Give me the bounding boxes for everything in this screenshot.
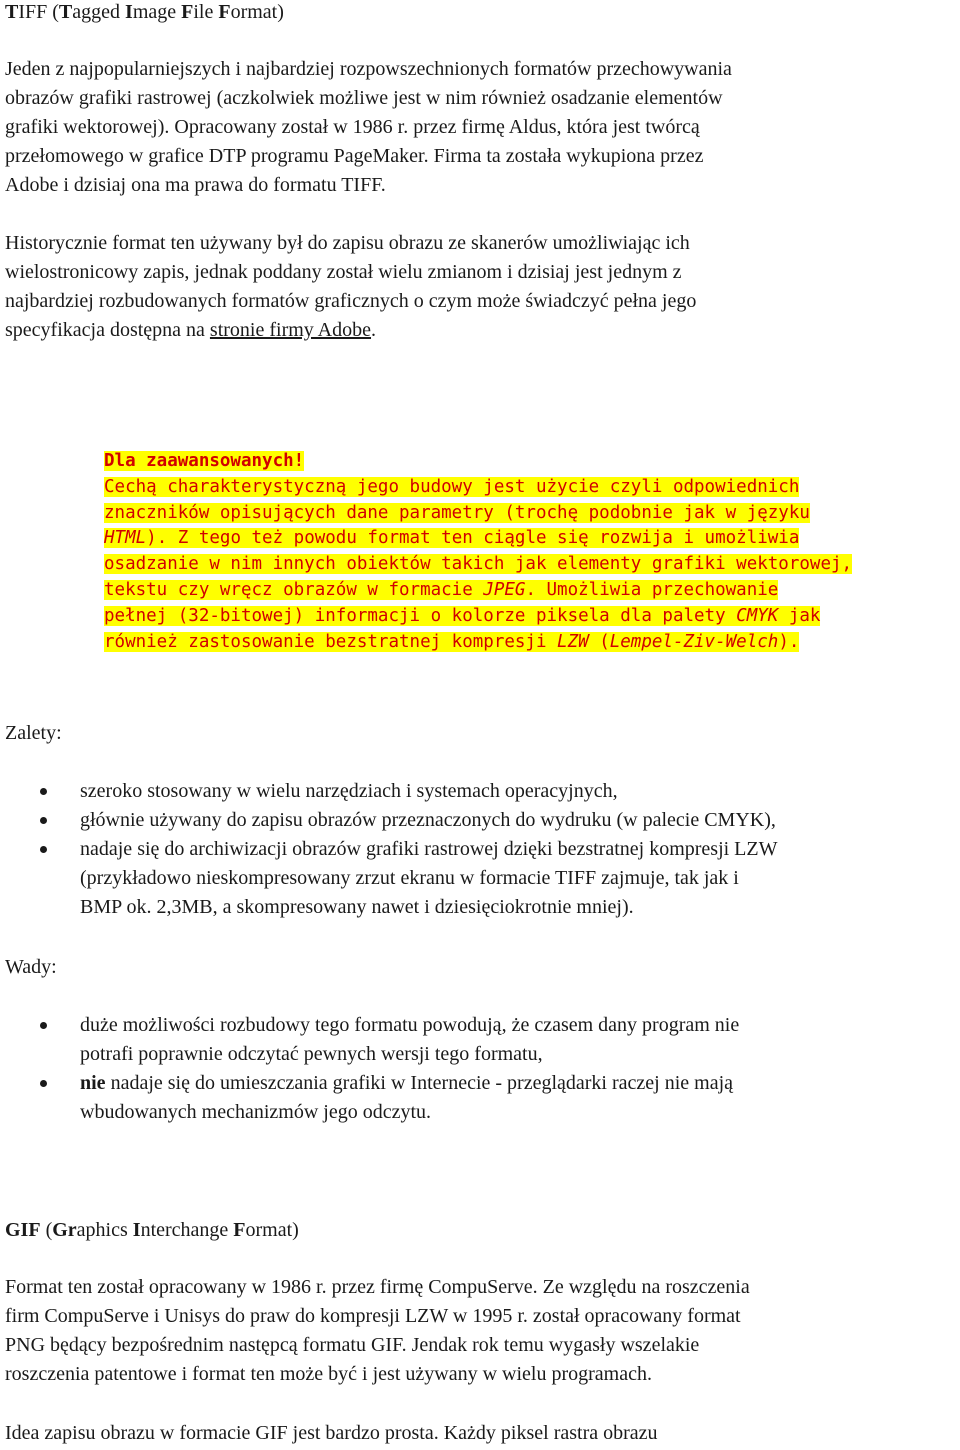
advanced-text: pełnej (32-bitowej) informacji o kolorze piksela dla palety [104,605,737,626]
advanced-text: jak [778,605,821,626]
cons-list [0,1011,960,1127]
bullet-icon [40,846,47,853]
paragraph-line: firm CompuServe i Unisys do praw do kompresji LZW w 1995 r. został opracowany format [5,1305,741,1327]
list-item-text: (przykładowo nieskompresowany zrzut ekranu w formacie TIFF zajmuje, tak jak i [80,867,739,889]
paragraph-line: roszczenia patentowe i format ten może być i jest używany w wielu programach. [5,1363,652,1385]
tiff-heading [5,0,284,24]
heading-letter: T [5,1,19,23]
heading-text: ormat) [245,1219,299,1241]
gif-intro-paragraph [5,1273,955,1389]
list-item [0,806,960,835]
advanced-text: tekstu czy wręcz obrazów w formacie [104,579,484,600]
advanced-line [104,578,864,604]
pros-list [0,777,960,922]
advanced-text: . Umożliwia przechowanie [525,579,779,600]
heading-letter: Gr [52,1219,77,1241]
advanced-text: Lempel-Ziv-Welch [609,631,779,652]
paragraph-line: Format ten został opracowany w 1986 r. przez firmę CompuServe. Ze względu na roszczenia [5,1276,750,1298]
heading-text: aphics [76,1219,133,1241]
list-item-text [80,1069,960,1098]
list-item-text: głównie używany do zapisu obrazów przeznaczonych do wydruku (w palecie CMYK), [80,809,776,831]
heading-letter: GIF [5,1219,41,1241]
list-item-text: duże możliwości rozbudowy tego formatu powodują, że czasem dany program nie [80,1014,740,1036]
list-item [0,1069,960,1127]
paragraph-line: wielostronicowy zapis, jednak poddany został wielu zmianom i dzisiaj jest jednym z [5,261,682,283]
advanced-text: ( [588,631,610,652]
advanced-text: osadzanie w nim innych obiektów takich jak elementy grafiki wektorowej, [104,554,853,575]
advanced-text: HTML [104,528,147,549]
paragraph-line: PNG będący bezpośrednim następcą formatu GIF. Jendak rok temu wygasły wszelakie [5,1334,700,1356]
advanced-note [104,449,864,655]
advanced-title: Dla zaawansowanych! [104,451,305,471]
list-item-text: BMP ok. 2,3MB, a skompresowany nawet i dziesięciokrotnie mniej). [80,896,634,918]
list-item-text: szeroko stosowany w wielu narzędziach i systemach operacyjnych, [80,780,618,802]
list-item-text: nadaje się do archiwizacji obrazów grafiki rastrowej dzięki bezstratnej kompresji LZW [80,838,778,860]
paragraph-text: specyfikacja dostępna na [5,319,210,341]
paragraph-line: Idea zapisu obrazu w formacie GIF jest bardzo prosta. Każdy piksel rastra obrazu [5,1422,658,1444]
advanced-line [104,552,864,578]
list-item [0,1011,960,1069]
heading-letter: T [58,1,73,23]
list-item-text: nadaje się do umieszczania grafiki w Internecie - przeglądarki raczej nie mają [105,1072,734,1094]
pros-title: Zalety: [5,722,62,744]
tiff-history-paragraph [5,229,955,345]
advanced-line [104,475,864,501]
paragraph-line: przełomowego w grafice DTP programu PageMaker. Firma ta została wykupiona przez [5,145,704,167]
paragraph-line [5,316,955,345]
bullet-icon [40,1022,47,1029]
cons-title: Wady: [5,956,57,978]
heading-text: agged [72,1,126,23]
heading-text: ( [40,1219,53,1241]
heading-text: IFF ( [18,1,59,23]
advanced-text: również zastosowanie bezstratnej kompresji [104,631,558,652]
list-item [0,777,960,806]
tiff-intro-paragraph [5,55,955,200]
paragraph-line: Historycznie format ten używany był do zapisu obrazu ze skanerów umożliwiając ich [5,232,690,254]
paragraph-line: Jeden z najpopularniejszych i najbardziej rozpowszechnionych formatów przechowywania [5,58,732,80]
bullet-icon [40,788,47,795]
advanced-text: znaczników opisujących dane parametry (trochę podobnie jak w języku [104,502,810,523]
emphasis-text: nie [80,1072,106,1094]
paragraph-line: najbardziej rozbudowanych formatów graficznych o czym może świadczyć pełna jego [5,290,697,312]
advanced-text: CMYK [736,605,779,626]
heading-text: ile [193,1,219,23]
paragraph-text: . [371,319,377,341]
advanced-line [104,526,864,552]
advanced-text: ). Z tego też powodu format ten ciągle się rozwija i umożliwia [146,528,800,549]
advanced-text: ). [778,631,800,652]
advanced-line [104,501,864,527]
paragraph-line: obrazów grafiki rastrowej (aczkolwiek możliwe jest w nim również osadzanie elementów [5,87,723,109]
heading-letter: I [132,1219,141,1241]
list-item-text: wbudowanych mechanizmów jego odczytu. [80,1101,432,1123]
advanced-text: Cechą charakterystyczną jego budowy jest użycie czyli odpowiednich [104,476,800,497]
gif-heading [5,1218,299,1242]
advanced-line [104,630,864,656]
advanced-line [104,449,864,475]
advanced-line [104,604,864,630]
bullet-icon [40,1080,47,1087]
paragraph-line: grafiki wektorowej). Opracowany został w 1986 r. przez firmę Aldus, która jest twórcą [5,116,700,138]
heading-text: ormat) [230,1,284,23]
bullet-icon [40,817,47,824]
advanced-text: JPEG [483,579,526,600]
heading-text: mage [132,1,182,23]
list-item-text: potrafi poprawnie odczytać pewnych wersji tego formatu, [80,1043,543,1065]
heading-text: nterchange [140,1219,234,1241]
advanced-text: LZW [557,631,589,652]
heading-letter: F [181,1,194,23]
paragraph-line: Adobe i dzisiaj ona ma prawa do formatu TIFF. [5,174,386,196]
adobe-link[interactable]: stronie firmy Adobe [209,319,372,341]
heading-letter: I [125,1,133,23]
heading-letter: F [218,1,231,23]
gif-idea-paragraph [5,1419,955,1448]
list-item [0,835,960,922]
heading-letter: F [233,1219,246,1241]
